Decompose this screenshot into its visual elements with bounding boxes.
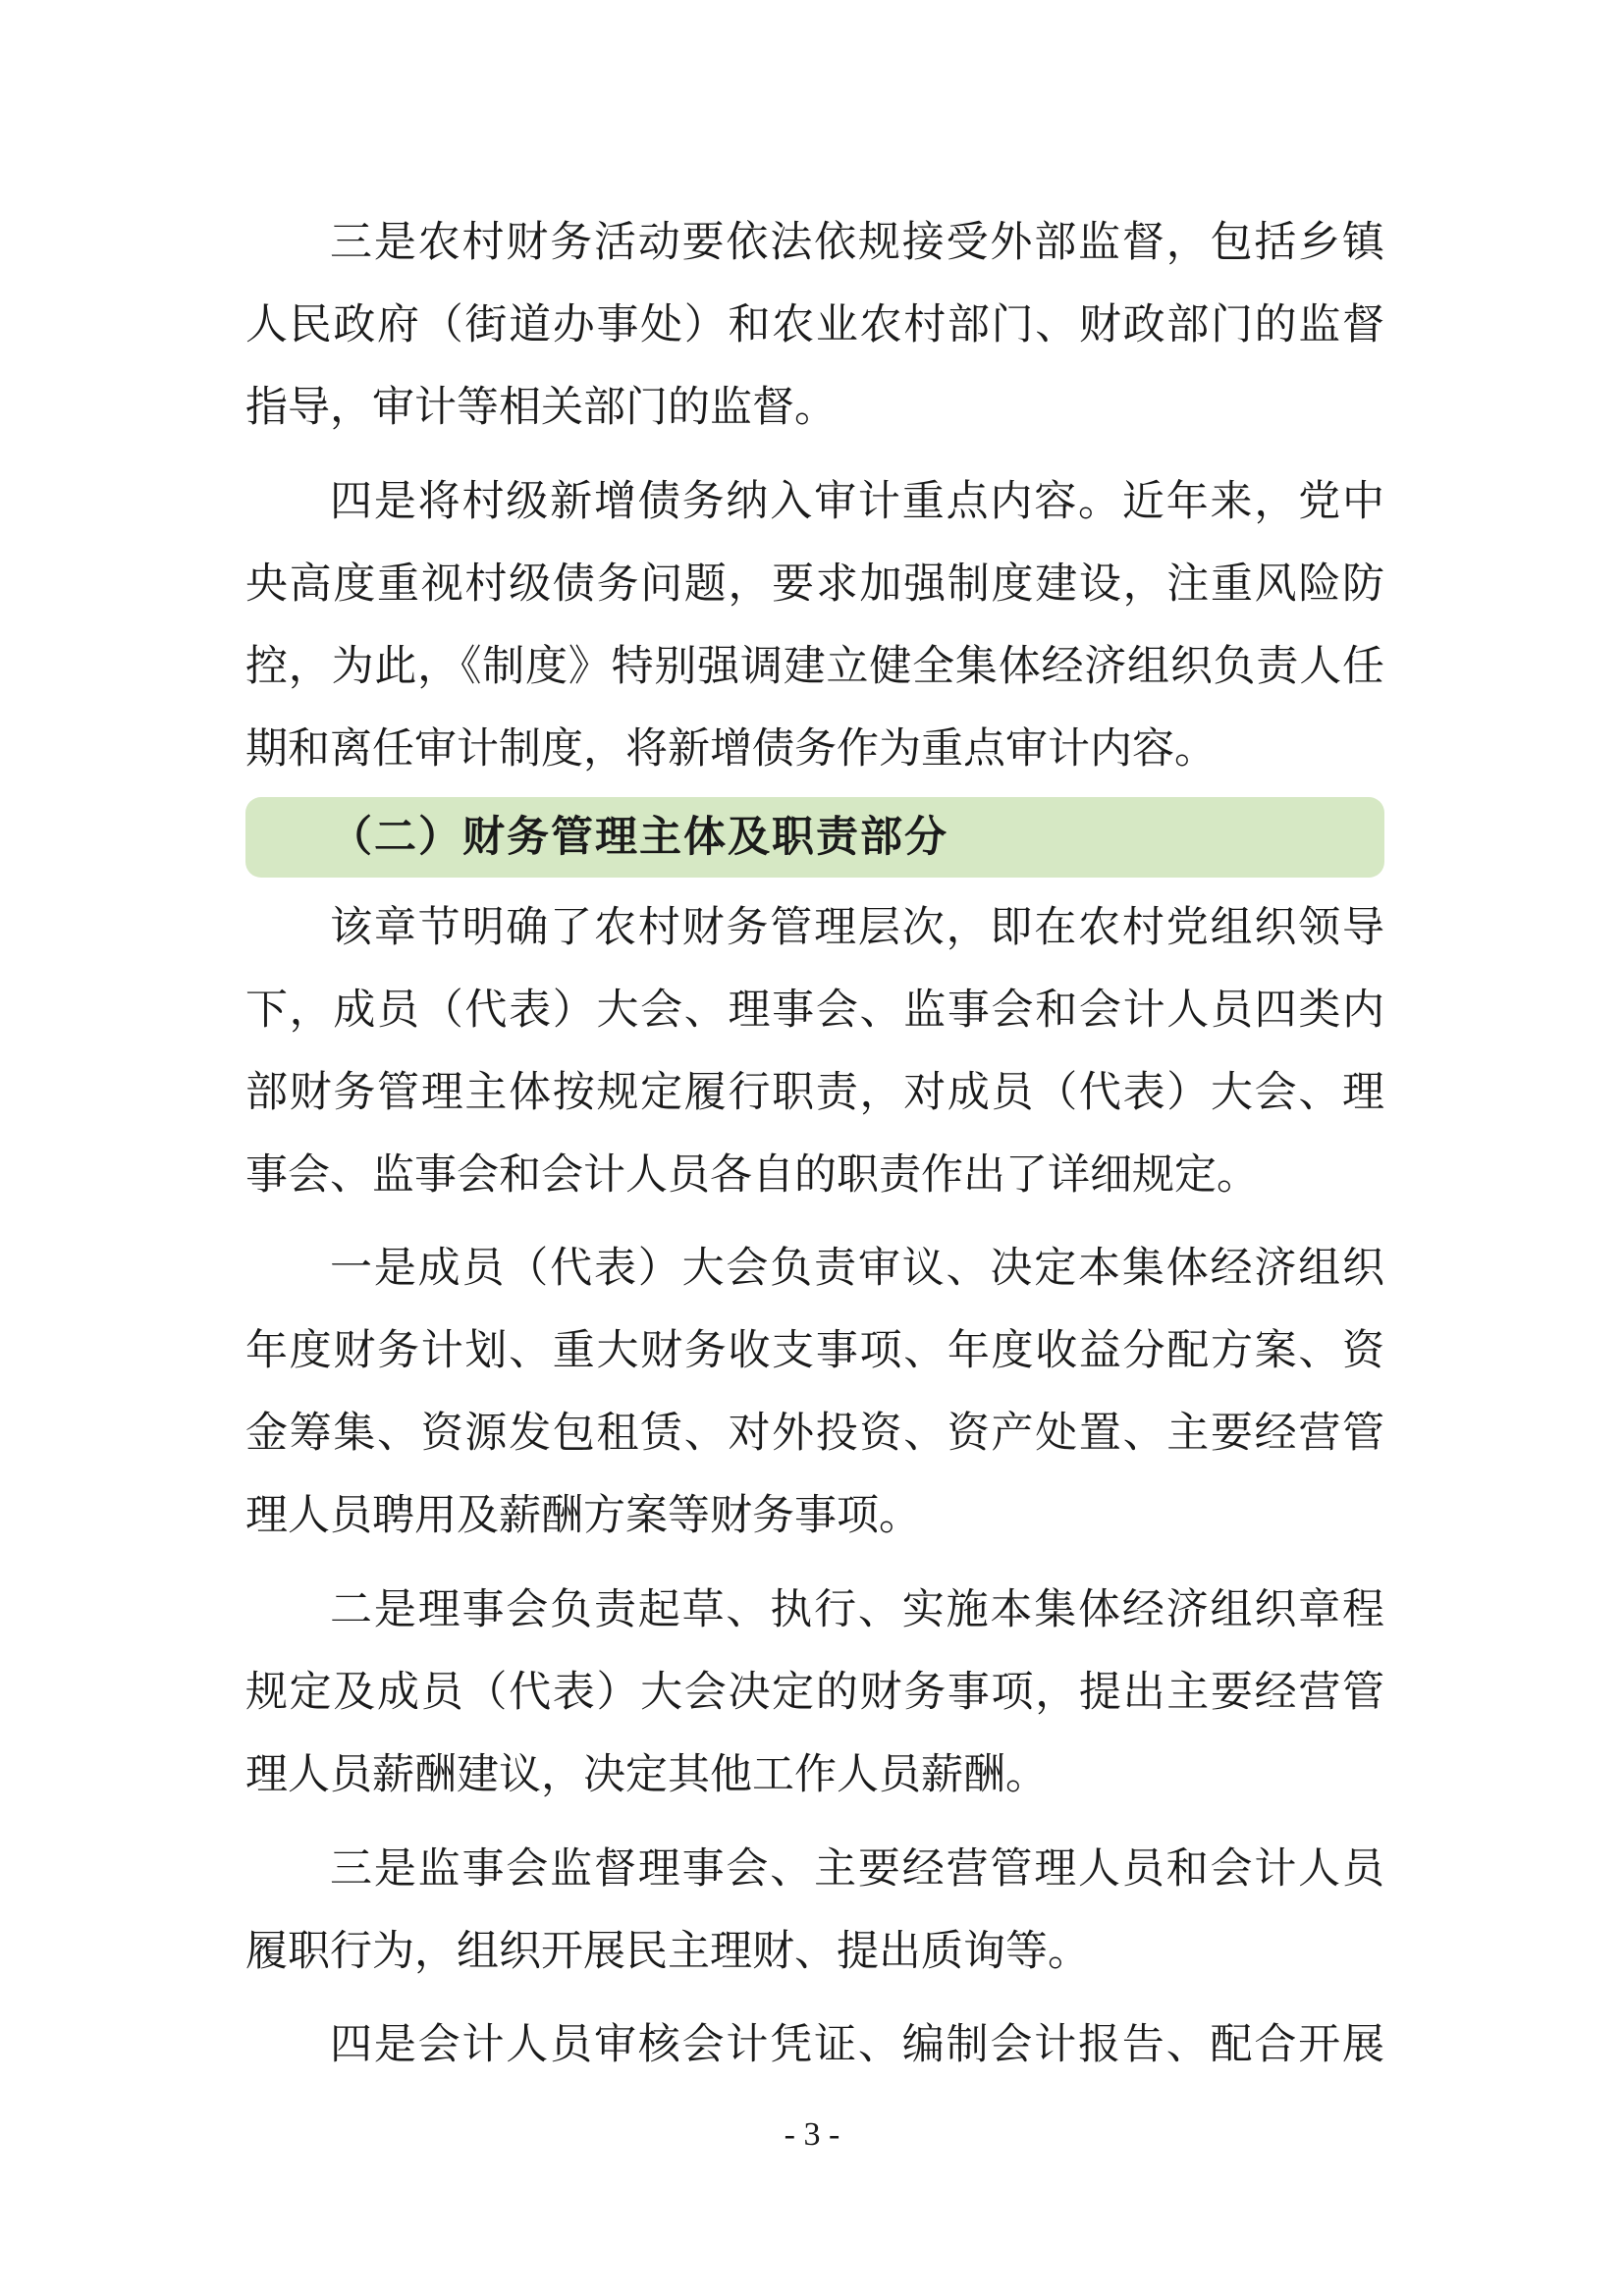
paragraph-5-line-3: 理人员薪酬建议，决定其他工作人员薪酬。 bbox=[245, 1750, 1048, 1799]
paragraph-6-line-1: 三是监事会监督理事会、主要经营管理人员和会计人员 bbox=[330, 1844, 1384, 1894]
page-number: - 3 - bbox=[784, 2116, 840, 2153]
paragraph-3-line-3: 部财务管理主体按规定履行职责，对成员（代表）大会、理 bbox=[245, 1068, 1384, 1117]
paragraph-1-line-1: 三是农村财务活动要依法依规接受外部监督，包括乡镇 bbox=[330, 218, 1384, 267]
paragraph-1-line-3: 指导，审计等相关部门的监督。 bbox=[245, 383, 837, 432]
paragraph-1-line-2: 人民政府（街道办事处）和农业农村部门、财政部门的监督 bbox=[245, 300, 1384, 349]
paragraph-2-line-1: 四是将村级新增债务纳入审计重点内容。近年来，党中 bbox=[330, 477, 1384, 526]
paragraph-2-line-2: 央高度重视村级债务问题，要求加强制度建设，注重风险防 bbox=[245, 560, 1384, 609]
paragraph-5-line-1: 二是理事会负责起草、执行、实施本集体经济组织章程 bbox=[330, 1585, 1384, 1634]
paragraph-3-line-2: 下，成员（代表）大会、理事会、监事会和会计人员四类内 bbox=[245, 986, 1384, 1035]
paragraph-3-line-1: 该章节明确了农村财务管理层次，即在农村党组织领导 bbox=[330, 903, 1384, 952]
paragraph-4-line-2: 年度财务计划、重大财务收支事项、年度收益分配方案、资 bbox=[245, 1326, 1384, 1375]
section-heading: （二）财务管理主体及职责部分 bbox=[330, 813, 948, 862]
paragraph-4-line-3: 金筹集、资源发包租赁、对外投资、资产处置、主要经营管 bbox=[245, 1409, 1384, 1458]
paragraph-2-line-4: 期和离任审计制度，将新增债务作为重点审计内容。 bbox=[245, 724, 1217, 774]
paragraph-3-line-4: 事会、监事会和会计人员各自的职责作出了详细规定。 bbox=[245, 1150, 1259, 1200]
paragraph-6-line-2: 履职行为，组织开展民主理财、提出质询等。 bbox=[245, 1927, 1090, 1976]
paragraph-2-line-3: 控，为此，《制度》特别强调建立健全集体经济组织负责人任 bbox=[245, 642, 1384, 691]
paragraph-4-line-4: 理人员聘用及薪酬方案等财务事项。 bbox=[245, 1491, 921, 1540]
paragraph-4-line-1: 一是成员（代表）大会负责审议、决定本集体经济组织 bbox=[330, 1244, 1384, 1293]
paragraph-5-line-2: 规定及成员（代表）大会决定的财务事项，提出主要经营管 bbox=[245, 1668, 1384, 1717]
paragraph-7-line-1: 四是会计人员审核会计凭证、编制会计报告、配合开展 bbox=[330, 2020, 1384, 2069]
